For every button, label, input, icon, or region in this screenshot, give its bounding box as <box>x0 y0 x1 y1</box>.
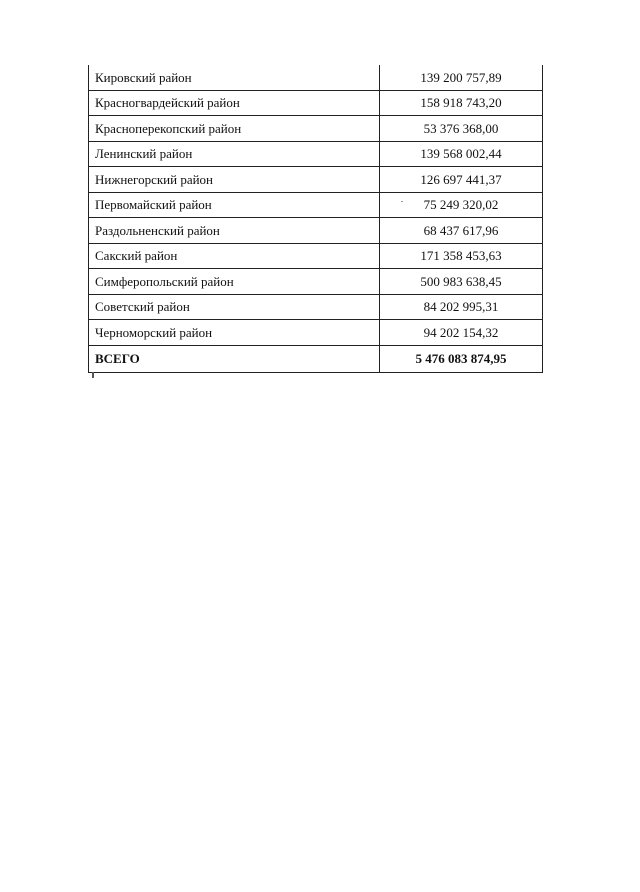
table-row <box>89 243 543 269</box>
district-name: Кировский район <box>89 65 380 90</box>
table-row <box>89 116 543 142</box>
district-amount: 500 983 638,45 <box>380 269 543 295</box>
district-name: Первомайский район <box>89 192 380 218</box>
table-row <box>89 167 543 193</box>
scan-artifact <box>92 372 94 378</box>
district-name: Раздольненский район <box>89 218 380 244</box>
table-row <box>89 294 543 320</box>
district-name: Ленинский район <box>89 141 380 167</box>
table-row <box>89 218 543 244</box>
total-row <box>89 345 543 372</box>
scan-artifact <box>401 201 403 202</box>
district-amount: 68 437 617,96 <box>380 218 543 244</box>
district-amount: 94 202 154,32 <box>380 320 543 346</box>
district-name: Красногвардейский район <box>89 90 380 116</box>
district-name: Советский район <box>89 294 380 320</box>
total-label: ВСЕГО <box>89 345 380 372</box>
table-row <box>89 65 543 90</box>
table-row <box>89 320 543 346</box>
district-amount: 139 568 002,44 <box>380 141 543 167</box>
district-amount: 53 376 368,00 <box>380 116 543 142</box>
table-row <box>89 269 543 295</box>
table-row <box>89 192 543 218</box>
table-row <box>89 90 543 116</box>
district-name: Нижнегорский район <box>89 167 380 193</box>
total-amount: 5 476 083 874,95 <box>380 345 543 372</box>
district-amount: 84 202 995,31 <box>380 294 543 320</box>
district-name: Симферопольский район <box>89 269 380 295</box>
district-amount: 126 697 441,37 <box>380 167 543 193</box>
district-amount: 139 200 757,89 <box>380 65 543 90</box>
district-name: Сакский район <box>89 243 380 269</box>
district-budget-table <box>88 65 543 373</box>
table-row <box>89 141 543 167</box>
district-amount: 171 358 453,63 <box>380 243 543 269</box>
district-name: Красноперекопский район <box>89 116 380 142</box>
district-amount: 158 918 743,20 <box>380 90 543 116</box>
district-amount: 75 249 320,02 <box>380 192 543 218</box>
district-name: Черноморский район <box>89 320 380 346</box>
